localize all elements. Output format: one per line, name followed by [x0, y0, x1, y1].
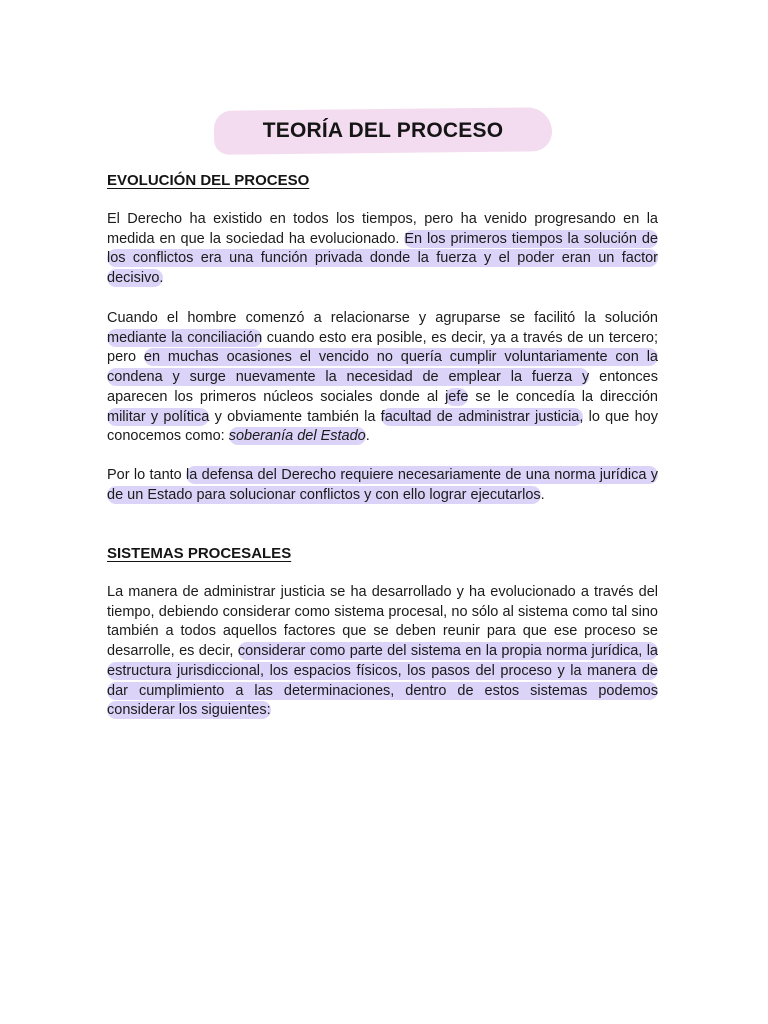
highlighted-text: en muchas ocasiones el vencido no quería cumplir voluntariamente con la condena y surge nuevamente la necesidad de emplear la fuerza y [107, 349, 658, 386]
highlighted-text: facultad de administrar justicia, [380, 408, 584, 425]
paragraph-3 [107, 466, 658, 505]
paragraph-2 [107, 309, 658, 447]
text-segment: . [540, 486, 545, 503]
highlighted-text: militar y política [107, 408, 210, 425]
text-segment: Por lo tanto [107, 467, 187, 483]
paragraph-1 [107, 210, 658, 289]
section-heading-evolucion: EVOLUCIÓN DEL PROCESO [107, 172, 310, 189]
document-title: TEORÍA DEL PROCESO [262, 119, 504, 142]
text-segment: El Derecho ha existido en todos los tiempos, pero ha venido progresando en la medida en que la sociedad ha evolucionado. [107, 211, 658, 247]
text-segment: y obviamente también la [209, 408, 381, 425]
highlighted-text: considerar como parte del sistema en la propia norma jurídica, la estructura jurisdiccional, los espacios físicos, los pasos del proceso y la manera de dar cumplimiento a las determinaciones, dentro de estos sistemas podemos considerar los siguientes: [107, 643, 658, 719]
text-segment: . [365, 428, 370, 445]
text-segment: lo que hoy conocemos como: [107, 408, 658, 445]
highlighted-text: jefe [445, 388, 469, 405]
text-segment: Cuando el hombre comenzó a relacionarse y agruparse se facilitó la solución [107, 310, 658, 326]
highlighted-italic-text: soberanía del Estado [228, 428, 366, 445]
section-heading-sistemas: SISTEMAS PROCESALES [107, 545, 292, 562]
highlighted-text: mediante la conciliación [107, 329, 263, 346]
title-block [214, 107, 552, 157]
highlighted-text: En los primeros tiempos la solución de los conflictos era una función privada donde la fuerza y el poder eran un factor decisivo. [107, 230, 658, 287]
paragraph-4 [107, 583, 658, 721]
highlighted-text: la defensa del Derecho requiere necesariamente de una norma jurídica y de un Estado para solucionar conflictos y con ello lograr ejecutarlos [107, 467, 658, 503]
text-segment: se le concedía la dirección [468, 388, 658, 405]
text-segment: cuando esto era posible, es decir, ya a través de un tercero; pero [107, 329, 658, 366]
text-segment: entonces aparecen los primeros núcleos sociales donde al [107, 369, 658, 405]
text-segment: La manera de administrar justicia se ha desarrollado y ha evolucionado a través del tiempo, debiendo considerar como sistema procesal, no sólo al sistema como tal sino también a todos aquellos factores que se deben reunir para que ese proceso se desarrolle, es decir, [107, 584, 658, 660]
